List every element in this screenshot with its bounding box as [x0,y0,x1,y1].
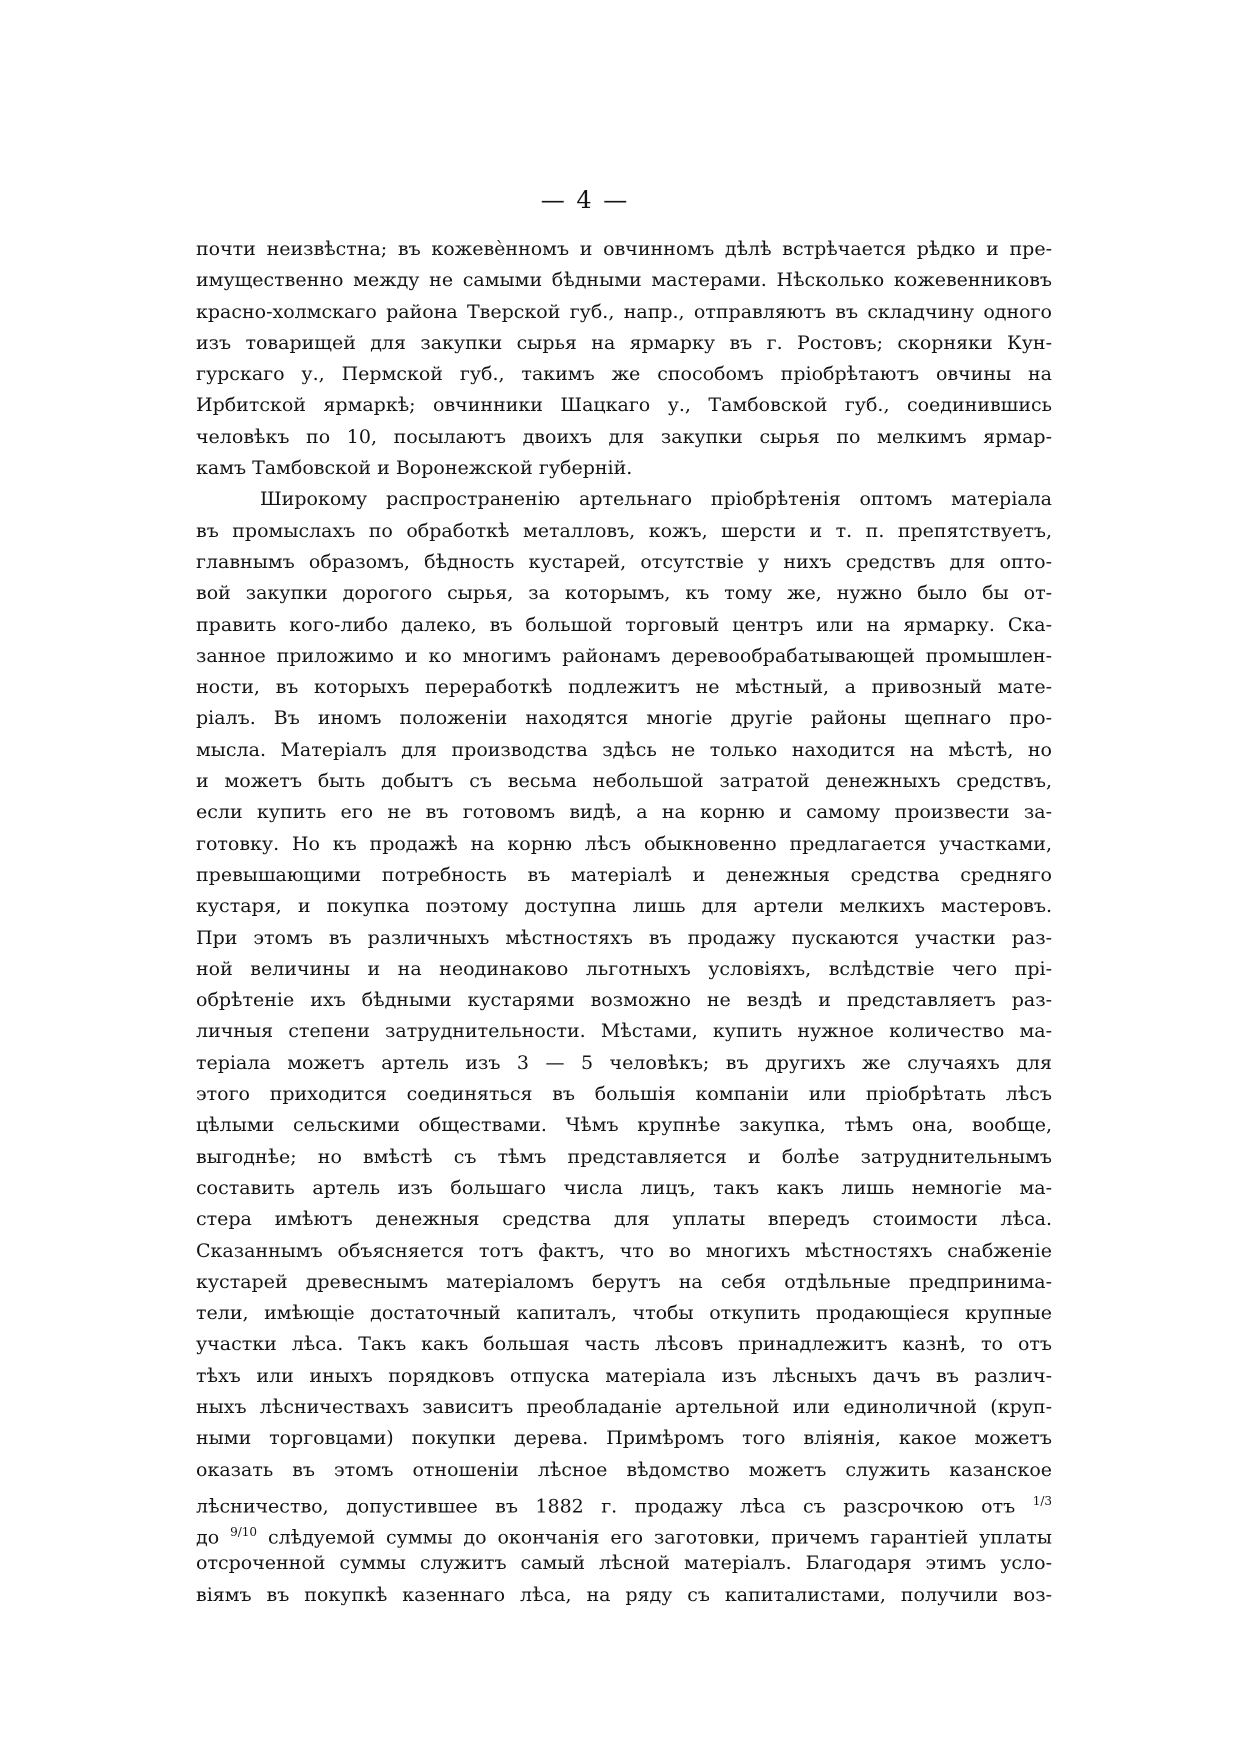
text-line: ности, въ которыхъ переработкѣ подлежитъ не мѣстный, а привозный мате- [196,676,1052,699]
line-text: лѣсничество, допустившее въ 1882 г. продажу лѣса съ разсрочкою отъ [196,1495,1016,1518]
text-line: ріалъ. Въ иномъ положеніи находятся многіе другіе районы щепнаго про- [196,707,1052,730]
text-line: оказать въ этомъ отношеніи лѣсное вѣдомство можетъ служить казанское [196,1458,1052,1481]
text-line [196,1486,1052,1517]
text-line: личныя степени затруднительности. Мѣстами, купить нужное количество ма- [196,1020,1052,1043]
text-line: Сказаннымъ объясняется тотъ фактъ, что во многихъ мѣстностяхъ снабженіе [196,1239,1052,1262]
text-line: въ промыслахъ по обработкѣ металловъ, кожъ, шерсти и т. п. препятствуетъ, [196,519,1052,542]
line-text: до [196,1526,220,1549]
text-line: ной величины и на неодинаково льготныхъ условіяхъ, вслѣдствіе чего прі- [196,957,1052,980]
line-text: слѣдуемой суммы до окончанія его заготовки, причемъ гарантіей уплаты [267,1526,1052,1549]
text-line: теріала можетъ артель изъ 3 — 5 человѣкъ; въ другихъ же случаяхъ для [196,1051,1052,1074]
text-line: стера имѣютъ денежныя средства для уплаты впередъ стоимости лѣса. [196,1208,1052,1231]
text-line: готовку. Но къ продажѣ на корню лѣсъ обыкновенно предлагается участками, [196,832,1052,855]
text-line: и можетъ быть добытъ съ весьма небольшой затратой денежныхъ средствъ, [196,770,1052,793]
text-line: превышающими потребность въ матеріалѣ и денежныя средства средняго [196,863,1052,886]
text-line: обрѣтеніе ихъ бѣдными кустарями возможно не вездѣ и представляетъ раз- [196,989,1052,1012]
body-text [196,234,1052,1611]
text-line: составить артель изъ большаго числа лицъ, такъ какъ лишь немногіе ма- [196,1176,1052,1199]
fraction: 1/3 [1032,1493,1052,1508]
text-line: человѣкъ по 10, посылаютъ двоихъ для закупки сырья по мелкимъ ярмар- [196,425,1052,448]
text-line: править кого-либо далеко, въ большой торговый центръ или на ярмарку. Ска- [196,613,1052,636]
text-line: ными торговцами) покупки дерева. Примѣромъ того вліянія, какое можетъ [196,1427,1052,1450]
text-line: кустаря, и покупка поэтому доступна лишь для артели мелкихъ мастеровъ. [196,895,1052,918]
text-line: Ирбитской ярмаркѣ; овчинники Шацкаго у., Тамбовской губ., соединившись [196,394,1052,417]
text-line: тели, имѣющіе достаточный капиталъ, чтобы откупить продающіеся крупные [196,1302,1052,1325]
text-line: изъ товарищей для закупки сырья на ярмарку въ г. Ростовъ; скорняки Кун- [196,331,1052,354]
text-line: цѣлыми сельскими обществами. Чѣмъ крупнѣе закупка, тѣмъ она, вообще, [196,1114,1052,1137]
text-line: выгоднѣе; но вмѣстѣ съ тѣмъ представляется и болѣе затруднительнымъ [196,1145,1052,1168]
text-line [196,1517,1052,1548]
text-line: занное приложимо и ко многимъ районамъ деревообрабатывающей промышлен- [196,644,1052,667]
text-line: если купить его не въ готовомъ видѣ, а на корню и самому произвести за- [196,801,1052,824]
fraction: 9/10 [230,1525,258,1540]
text-line: участки лѣса. Такъ какъ большая часть лѣсовъ принадлежитъ казнѣ, то отъ [196,1333,1052,1356]
text-line: ныхъ лѣсничествахъ зависитъ преобладаніе артельной или единоличной (круп- [196,1395,1052,1418]
text-line: віямъ въ покупкѣ казеннаго лѣса, на ряду съ капиталистами, получили воз- [196,1583,1052,1606]
text-line: вой закупки дорогого сырья, за которымъ, къ тому же, нужно было бы от- [196,582,1052,605]
text-line: тѣхъ или иныхъ порядковъ отпуска матеріала изъ лѣсныхъ дачъ въ различ- [196,1364,1052,1387]
text-line: отсроченной суммы служитъ самый лѣсной матеріалъ. Благодаря этимъ усло- [196,1552,1052,1575]
text-line: имущественно между не самыми бѣдными мастерами. Нѣсколько кожевенниковъ [196,269,1052,292]
text-line: кустарей древеснымъ матеріаломъ берутъ на себя отдѣльные предпринима- [196,1270,1052,1293]
text-line: Широкому распространенію артельнаго пріобрѣтенія оптомъ матеріала [260,488,1052,511]
page-number: — 4 — [540,186,630,214]
text-line: почти неизвѣстна; въ кожевѐнномъ и овчинномъ дѣлѣ встрѣчается рѣдко и пре- [196,238,1052,260]
text-line: главнымъ образомъ, бѣдность кустарей, отсутствіе у нихъ средствъ для опто- [196,550,1052,573]
text-line: красно-холмскаго района Тверской губ., напр., отправляютъ въ складчину одного [196,300,1052,323]
text-line: этого приходится соединяться въ большія компаніи или пріобрѣтать лѣсъ [196,1083,1052,1106]
text-line: гурскаго у., Пермской губ., такимъ же способомъ пріобрѣтаютъ овчины на [196,363,1052,386]
text-line: При этомъ въ различныхъ мѣстностяхъ въ продажу пускаются участки раз- [196,926,1052,949]
text-line: камъ Тамбовской и Воронежской губерній. [196,457,633,480]
text-line: мысла. Матеріалъ для производства здѣсь не только находится на мѣстѣ, но [196,738,1052,761]
